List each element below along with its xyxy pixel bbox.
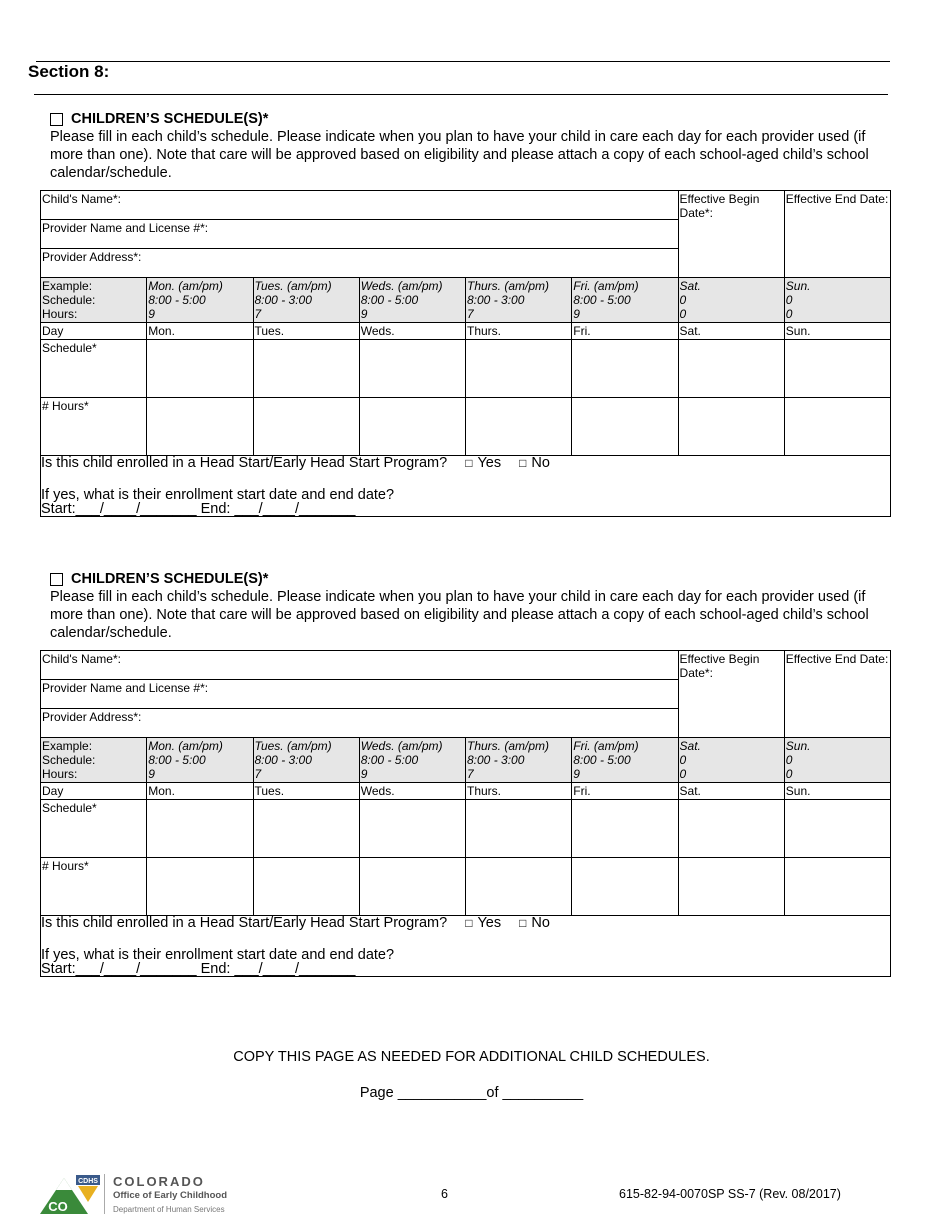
schedule-checkbox[interactable] [50,573,63,586]
schedule-weds-input[interactable] [359,800,465,858]
enrollment-question: If yes, what is their enrollment start date and end date? [41,487,395,503]
hours-label: # Hours* [41,858,147,916]
provider-address-field[interactable]: Provider Address*: [41,249,679,278]
svg-text:CDHS: CDHS [78,1178,98,1185]
day-thurs-header: Thurs. [466,783,572,800]
provider-name-field[interactable]: Provider Name and License #*: [41,220,679,249]
example-thurs-cell: Thurs. (am/pm) 8:00 - 3:00 7 [466,738,572,783]
example-row [41,278,891,323]
schedule-row [41,340,891,398]
example-weds-cell: Weds. (am/pm) 8:00 - 5:00 9 [359,738,465,783]
hours-sat-input[interactable] [678,398,784,456]
svg-text:CO: CO [48,1199,68,1214]
day-mon-header: Mon. [147,783,253,800]
hours-weds-input[interactable] [359,398,465,456]
example-sat-cell: Sat. 0 0 [678,278,784,323]
schedule-mon-input[interactable] [147,340,253,398]
example-sun-cell: Sun. 0 0 [784,738,890,783]
day-row [41,323,891,340]
head-start-cell [41,456,891,517]
child-name-field[interactable]: Child's Name*: [41,651,679,680]
schedule-block-1 [40,110,890,517]
schedule-sat-input[interactable] [678,340,784,398]
example-row [41,738,891,783]
example-sat-cell: Sat. 0 0 [678,738,784,783]
schedule-table [40,650,891,977]
schedule-sat-input[interactable] [678,800,784,858]
day-label: Day [41,783,147,800]
example-thurs-cell: Thurs. (am/pm) 8:00 - 3:00 7 [466,278,572,323]
hours-thurs-input[interactable] [466,858,572,916]
provider-address-field[interactable]: Provider Address*: [41,709,679,738]
day-sat-header: Sat. [678,783,784,800]
schedule-fri-input[interactable] [572,340,678,398]
top-rule [36,61,890,62]
enrollment-dates-field[interactable]: Start:___/____/_______ End: ___/____/_______ [41,501,356,517]
logo-dept: Department of Human Services [113,1205,225,1214]
hours-thurs-input[interactable] [466,398,572,456]
schedule-tues-input[interactable] [253,340,359,398]
example-weds-cell: Weds. (am/pm) 8:00 - 5:00 9 [359,278,465,323]
head-start-no-option[interactable]: □ No [519,915,550,931]
schedule-instructions: Please fill in each child’s schedule. Please indicate when you plan to have your child in care each day for each provider used (if more than one). Note that care will be approved based on eligibility and please attach a copy of each school-aged child’s school calendar/schedule. [50,589,869,641]
hours-sun-input[interactable] [784,398,890,456]
hours-weds-input[interactable] [359,858,465,916]
example-sun-cell: Sun. 0 0 [784,278,890,323]
logo-org: COLORADO [113,1174,205,1189]
schedule-table [40,190,891,517]
head-start-question: Is this child enrolled in a Head Start/Early Head Start Program? [41,915,448,931]
schedule-weds-input[interactable] [359,340,465,398]
head-start-cell [41,916,891,977]
footer-form-number: 615-82-94-0070SP SS-7 (Rev. 08/2017) [619,1187,841,1201]
schedule-checkbox[interactable] [50,113,63,126]
hours-tues-input[interactable] [253,398,359,456]
head-start-yes-option[interactable]: □ Yes [465,915,502,931]
schedule-thurs-input[interactable] [466,340,572,398]
schedule-header [50,110,900,182]
example-mon-cell: Mon. (am/pm) 8:00 - 5:00 9 [147,278,253,323]
hours-label: # Hours* [41,398,147,456]
example-tues-cell: Tues. (am/pm) 8:00 - 3:00 7 [253,278,359,323]
schedule-tues-input[interactable] [253,800,359,858]
colorado-oec-logo [38,1172,238,1216]
effective-begin-date-field[interactable]: Effective Begin Date*: [678,191,784,278]
hours-sun-input[interactable] [784,858,890,916]
effective-end-date-field[interactable]: Effective End Date: [784,191,890,278]
hours-mon-input[interactable] [147,398,253,456]
day-row [41,783,891,800]
schedule-instructions: Please fill in each child’s schedule. Please indicate when you plan to have your child in care each day for each provider used (if more than one). Note that care will be approved based on eligibility and please attach a copy of each school-aged child’s school calendar/schedule. [50,129,869,181]
head-start-yes-option[interactable]: □ Yes [465,455,502,471]
hours-mon-input[interactable] [147,858,253,916]
page-number-line: Page ___________of __________ [359,1085,584,1101]
hours-fri-input[interactable] [572,398,678,456]
example-label-cell: Example: Schedule: Hours: [41,738,147,783]
example-mon-cell: Mon. (am/pm) 8:00 - 5:00 9 [147,738,253,783]
schedule-block-2 [40,570,890,977]
example-fri-cell: Fri. (am/pm) 8:00 - 5:00 9 [572,278,678,323]
schedule-label: Schedule* [41,340,147,398]
day-sun-header: Sun. [784,323,890,340]
enrollment-dates-field[interactable]: Start:___/____/_______ End: ___/____/_______ [41,961,356,977]
logo-mountain-icon [38,1172,102,1216]
effective-end-date-field[interactable]: Effective End Date: [784,651,890,738]
hours-tues-input[interactable] [253,858,359,916]
section-title: Section 8: [28,62,110,81]
example-fri-cell: Fri. (am/pm) 8:00 - 5:00 9 [572,738,678,783]
hours-fri-input[interactable] [572,858,678,916]
hours-sat-input[interactable] [678,858,784,916]
day-weds-header: Weds. [359,323,465,340]
copy-note: COPY THIS PAGE AS NEEDED FOR ADDITIONAL CHILD SCHEDULES. [233,1049,710,1065]
schedule-title: CHILDREN’S SCHEDULE(S)* [71,571,269,587]
day-weds-header: Weds. [359,783,465,800]
effective-begin-date-field[interactable]: Effective Begin Date*: [678,651,784,738]
day-thurs-header: Thurs. [466,323,572,340]
schedule-label: Schedule* [41,800,147,858]
day-fri-header: Fri. [572,323,678,340]
day-fri-header: Fri. [572,783,678,800]
section-rule [34,94,888,95]
day-sat-header: Sat. [678,323,784,340]
schedule-sun-input[interactable] [784,800,890,858]
schedule-title: CHILDREN’S SCHEDULE(S)* [71,111,269,127]
schedule-sun-input[interactable] [784,340,890,398]
hours-row [41,398,891,456]
logo-divider [104,1174,105,1214]
schedule-mon-input[interactable] [147,800,253,858]
day-tues-header: Tues. [253,323,359,340]
schedule-thurs-input[interactable] [466,800,572,858]
example-tues-cell: Tues. (am/pm) 8:00 - 3:00 7 [253,738,359,783]
head-start-question: Is this child enrolled in a Head Start/Early Head Start Program? [41,455,448,471]
example-label-cell: Example: Schedule: Hours: [41,278,147,323]
footer-page-number: 6 [441,1187,448,1201]
day-label: Day [41,323,147,340]
head-start-no-option[interactable]: □ No [519,455,550,471]
schedule-row [41,800,891,858]
day-sun-header: Sun. [784,783,890,800]
logo-office: Office of Early Childhood [113,1190,228,1201]
hours-row [41,858,891,916]
day-mon-header: Mon. [147,323,253,340]
day-tues-header: Tues. [253,783,359,800]
schedule-fri-input[interactable] [572,800,678,858]
provider-name-field[interactable]: Provider Name and License #*: [41,680,679,709]
child-name-field[interactable]: Child's Name*: [41,191,679,220]
schedule-header [50,570,900,642]
enrollment-question: If yes, what is their enrollment start date and end date? [41,947,395,963]
